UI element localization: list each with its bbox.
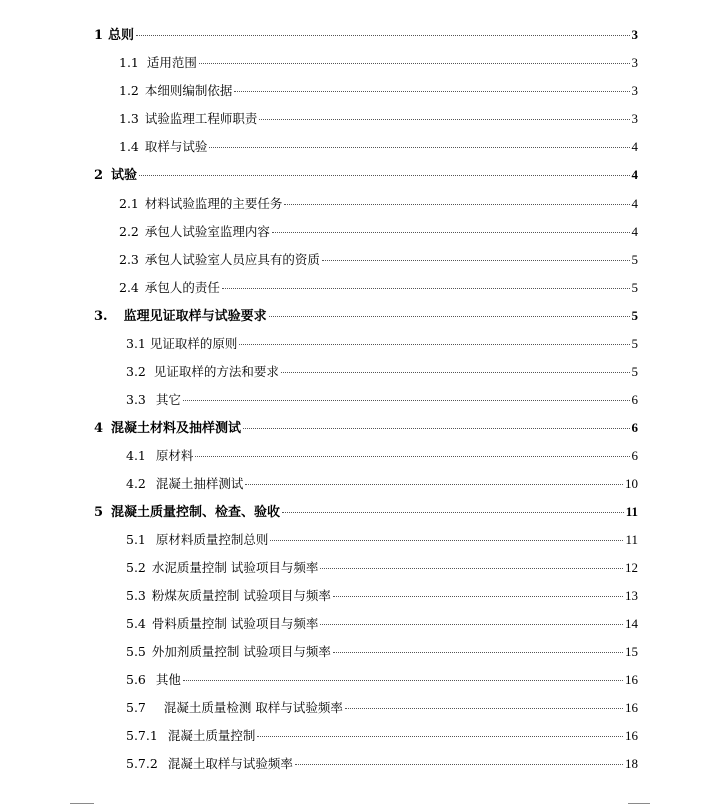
toc-entry-number: 1.1	[119, 55, 139, 70]
toc-entry-number: 1.4	[119, 139, 139, 154]
toc-entry-page: 18	[625, 756, 638, 771]
toc-entry-number: 5.7.2	[126, 756, 158, 771]
toc-entry-5-3[interactable]	[126, 585, 638, 607]
toc-entry-title: 其它	[155, 392, 181, 407]
toc-entry-number: 1.2	[119, 83, 139, 98]
toc-leader-dots	[257, 736, 623, 737]
toc-entry-number: 3.3	[126, 392, 146, 407]
toc-entry-title: 水泥质量控制 试验项目与频率	[151, 560, 319, 575]
toc-entry-page: 11	[625, 504, 638, 519]
toc-leader-dots	[269, 316, 630, 317]
toc-leader-dots	[320, 624, 623, 625]
toc-entry-2[interactable]	[94, 164, 638, 186]
toc-entry-title: 承包人试验室监理内容	[144, 224, 270, 239]
toc-entry-title: 试验监理工程师职责	[144, 111, 258, 126]
toc-entry-number: 3.1	[126, 336, 146, 351]
toc-entry-title: 取样与试验	[144, 139, 208, 154]
toc-entry-4[interactable]	[94, 417, 638, 439]
toc-entry-page: 6	[631, 448, 638, 463]
toc-leader-dots	[243, 428, 629, 429]
toc-leader-dots	[272, 232, 630, 233]
toc-leader-dots	[209, 147, 629, 148]
toc-leader-dots	[139, 175, 629, 176]
toc-entry-5[interactable]	[94, 501, 638, 523]
toc-leader-dots	[195, 456, 629, 457]
toc-entry-number: 2.1	[119, 196, 139, 211]
toc-entry-3-2[interactable]	[126, 361, 638, 383]
toc-leader-dots	[282, 512, 624, 513]
toc-entry-title: 骨料质量控制 试验项目与频率	[151, 616, 319, 631]
toc-entry-page: 5	[631, 364, 638, 379]
toc-leader-dots	[245, 484, 623, 485]
page-corner-mark-right	[628, 803, 650, 804]
toc-entry-title: 粉煤灰质量控制 试验项目与频率	[151, 588, 331, 603]
toc-entry-2-2[interactable]	[119, 221, 638, 243]
toc-leader-dots	[222, 288, 630, 289]
toc-entry-page: 3	[631, 111, 638, 126]
toc-leader-dots	[199, 63, 630, 64]
toc-entry-page: 4	[631, 224, 638, 239]
toc-entry-title: 监理见证取样与试验要求	[123, 309, 267, 324]
toc-entry-number: 5.5	[126, 644, 146, 659]
toc-entry-number: 3.	[94, 309, 108, 324]
toc-leader-dots	[322, 260, 630, 261]
toc-entry-page: 6	[631, 392, 638, 407]
toc-entry-title: 本细则编制依据	[144, 83, 233, 98]
toc-entry-page: 16	[625, 728, 638, 743]
toc-entry-5-7-1[interactable]	[126, 725, 638, 747]
toc-entry-title: 总则	[108, 28, 135, 43]
toc-entry-title: 原材料	[155, 448, 194, 463]
toc-entry-2-1[interactable]	[119, 193, 638, 215]
toc-entry-title: 适用范围	[146, 55, 197, 70]
toc-entry-5-7-2[interactable]	[126, 753, 638, 775]
toc-entry-4-2[interactable]	[126, 473, 638, 495]
toc-entry-1-3[interactable]	[119, 108, 638, 130]
toc-entry-5-5[interactable]	[126, 641, 638, 663]
toc-entry-4-1[interactable]	[126, 445, 638, 467]
toc-entry-page: 5	[631, 336, 638, 351]
toc-entry-number: 2.4	[119, 280, 139, 295]
toc-entry-3-3[interactable]	[126, 389, 638, 411]
toc-entry-5-4[interactable]	[126, 613, 638, 635]
toc-leader-dots	[320, 568, 623, 569]
toc-entry-title: 承包人的责任	[144, 280, 220, 295]
toc-entry-number: 5.4	[126, 616, 146, 631]
toc-entry-2-3[interactable]	[119, 249, 638, 271]
toc-leader-dots	[284, 204, 629, 205]
toc-entry-number: 2.2	[119, 224, 139, 239]
toc-entry-title: 见证取样的原则	[149, 336, 238, 351]
toc-entry-title: 混凝土质量控制、检查、验收	[111, 505, 281, 520]
toc-entry-title: 外加剂质量控制 试验项目与频率	[151, 644, 331, 659]
toc-entry-number: 5.2	[126, 560, 146, 575]
toc-entry-number: 4.2	[126, 476, 146, 491]
toc-entry-3-1[interactable]	[126, 333, 638, 355]
toc-entry-page: 6	[631, 420, 638, 435]
toc-entry-page: 3	[631, 27, 638, 42]
toc-entry-page: 5	[631, 280, 638, 295]
toc-entry-number: 1.3	[119, 111, 139, 126]
toc-entry-page: 5	[631, 252, 638, 267]
toc-leader-dots	[239, 344, 629, 345]
toc-entry-page: 15	[625, 644, 638, 659]
toc-entry-title: 原材料质量控制总则	[155, 532, 269, 547]
toc-entry-page: 16	[625, 700, 638, 715]
toc-entry-page: 12	[625, 560, 638, 575]
toc-leader-dots	[333, 652, 623, 653]
toc-entry-number: 4	[94, 421, 104, 436]
toc-leader-dots	[234, 91, 629, 92]
toc-entry-page: 3	[631, 83, 638, 98]
toc-entry-title: 试验	[111, 168, 138, 183]
toc-leader-dots	[183, 400, 630, 401]
toc-entry-title: 材料试验监理的主要任务	[144, 196, 283, 211]
page-corner-mark-left	[70, 803, 94, 804]
toc-entry-page: 4	[631, 139, 638, 154]
toc-entry-2-4[interactable]	[119, 277, 638, 299]
toc-entry-5-7[interactable]	[126, 697, 638, 719]
toc-leader-dots	[270, 540, 623, 541]
toc-entry-1[interactable]	[94, 24, 638, 46]
toc-entry-number: 5.6	[126, 672, 146, 687]
toc-leader-dots	[345, 708, 623, 709]
toc-leader-dots	[295, 764, 623, 765]
toc-entry-number: 5.1	[126, 532, 146, 547]
toc-entry-title: 混凝土取样与试验频率	[167, 756, 293, 771]
toc-entry-1-1[interactable]	[119, 52, 638, 74]
toc-entry-5-2[interactable]	[126, 557, 638, 579]
toc-entry-number: 5.7	[126, 700, 146, 715]
toc-leader-dots	[259, 119, 629, 120]
toc-entry-title: 混凝土材料及抽样测试	[111, 421, 242, 436]
toc-entry-number: 5	[94, 505, 104, 520]
toc-entry-page: 4	[631, 167, 638, 182]
toc-entry-title: 见证取样的方法和要求	[153, 364, 279, 379]
toc-entry-number: 5.7.1	[126, 728, 158, 743]
toc-leader-dots	[183, 680, 623, 681]
toc-entry-page: 11	[625, 532, 638, 547]
toc-entry-page: 16	[625, 672, 638, 687]
toc-entry-title: 承包人试验室人员应具有的资质	[144, 252, 320, 267]
toc-entry-page: 13	[625, 588, 638, 603]
toc-entry-number: 1	[94, 28, 104, 43]
toc-entry-page: 14	[625, 616, 638, 631]
toc-entry-number: 2.3	[119, 252, 139, 267]
toc-entry-page: 4	[631, 196, 638, 211]
toc-entry-number: 5.3	[126, 588, 146, 603]
toc-entry-5-6[interactable]	[126, 669, 638, 691]
toc-entry-page: 3	[631, 55, 638, 70]
toc-entry-title: 混凝土质量检测 取样与试验频率	[163, 700, 343, 715]
toc-leader-dots	[136, 35, 629, 36]
toc-entry-title: 混凝土抽样测试	[155, 476, 244, 491]
toc-entry-3[interactable]	[94, 305, 638, 327]
toc-entry-number: 4.1	[126, 448, 146, 463]
toc-entry-page: 10	[625, 476, 638, 491]
toc-leader-dots	[281, 372, 630, 373]
toc-entry-number: 2	[94, 168, 104, 183]
toc-leader-dots	[333, 596, 623, 597]
toc-entry-title: 其他	[155, 672, 181, 687]
toc-entry-page: 5	[631, 308, 638, 323]
toc-entry-1-2[interactable]	[119, 80, 638, 102]
toc-entry-title: 混凝土质量控制	[167, 728, 256, 743]
toc-entry-1-4[interactable]	[119, 136, 638, 158]
toc-entry-5-1[interactable]	[126, 529, 638, 551]
toc-entry-number: 3.2	[126, 364, 146, 379]
